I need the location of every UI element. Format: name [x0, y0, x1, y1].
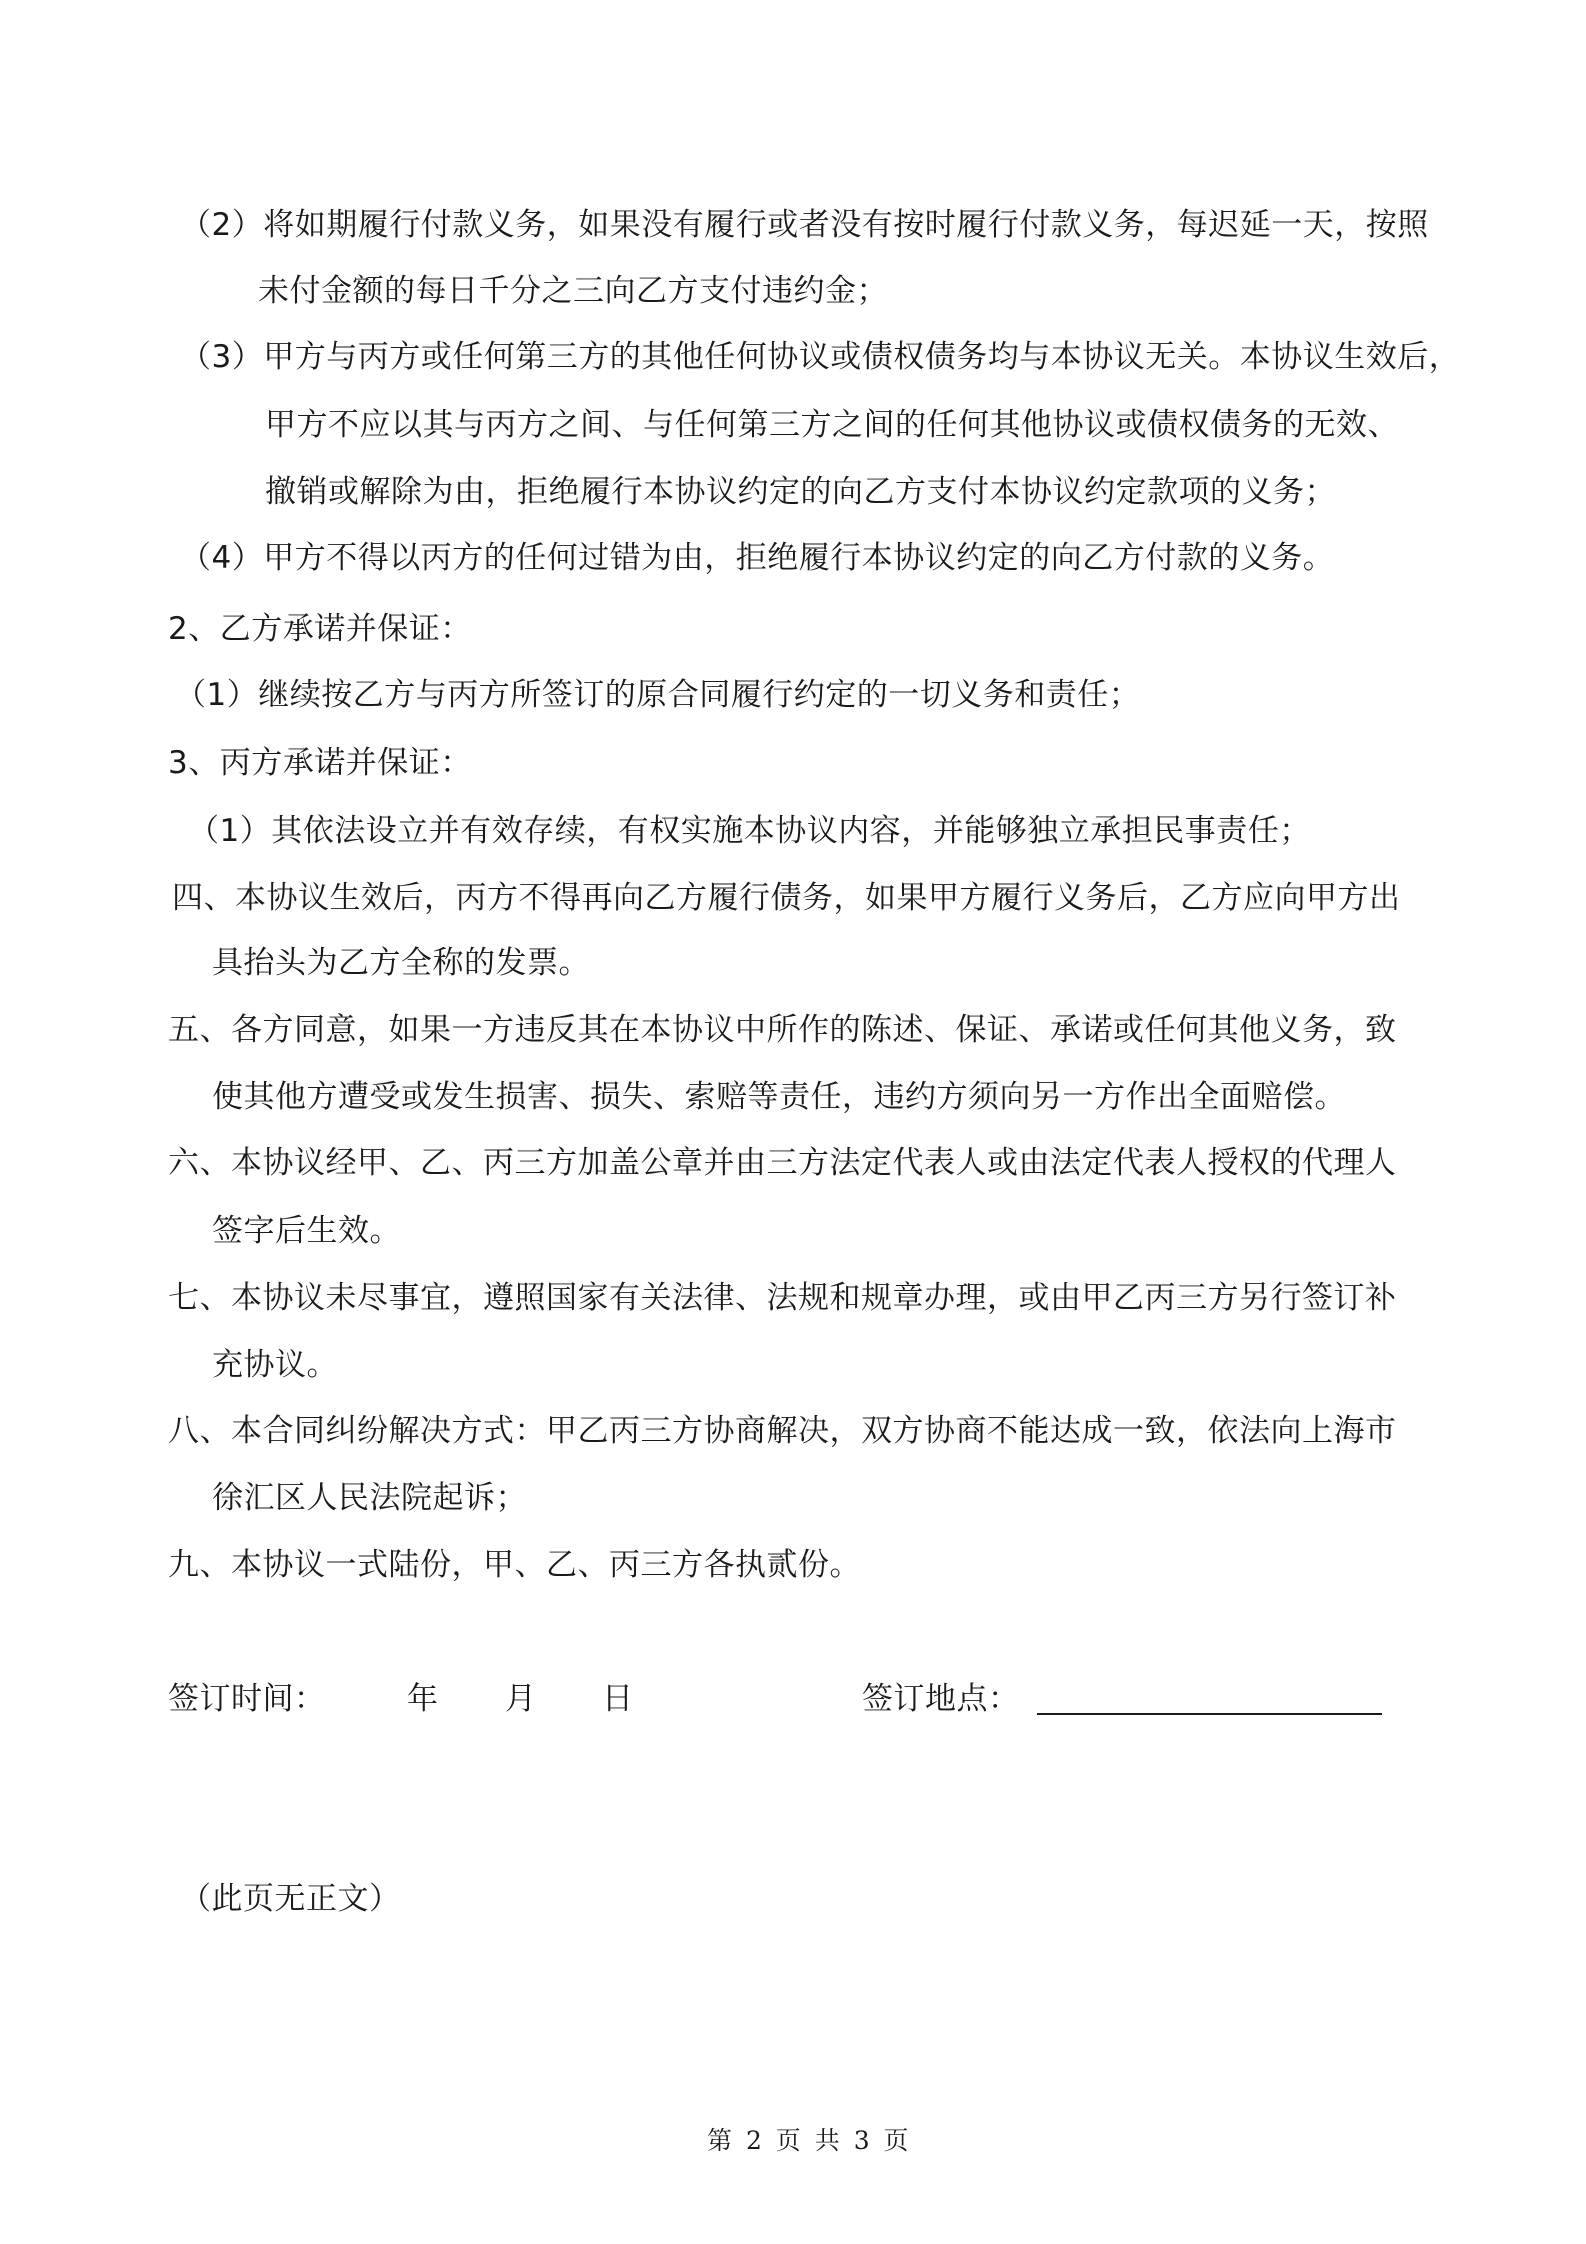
article-7-line-2: 充协议。	[212, 1347, 338, 1383]
signing-time-label: 签订时间：	[168, 1681, 326, 1717]
clause-2-1: （1）继续按乙方与丙方所签订的原合同履行约定的一切义务和责任；	[175, 677, 1141, 713]
clause-3-1: （1）其依法设立并有效存续，有权实施本协议内容，并能够独立承担民事责任；	[188, 813, 1311, 849]
clause-1-2-line-2: 未付金额的每日千分之三向乙方支付违约金；	[258, 273, 888, 309]
signing-day-label: 日	[602, 1681, 634, 1717]
signing-place-blank	[1037, 1713, 1382, 1715]
clause-1-3-line-3: 撤销或解除为由，拒绝履行本协议约定的向乙方支付本协议约定款项的义务；	[265, 474, 1336, 510]
article-8-line-2: 徐汇区人民法院起诉；	[212, 1480, 527, 1516]
clause-1-3-line-2: 甲方不应以其与丙方之间、与任何第三方之间的任何其他协议或债权债务的无效、	[265, 407, 1399, 443]
signing-year-label: 年	[407, 1681, 439, 1717]
signing-month-label: 月	[505, 1681, 537, 1717]
clause-3-heading: 3、丙方承诺并保证：	[168, 745, 472, 781]
article-9: 九、本协议一式陆份，甲、乙、丙三方各执贰份。	[168, 1547, 861, 1583]
article-6-line-2: 签字后生效。	[212, 1213, 401, 1249]
clause-1-3-line-1: （3）甲方与丙方或任何第三方的其他任何协议或债权债务均与本协议无关。本协议生效后，	[180, 339, 1461, 375]
page-number: 第 2 页 共 3 页	[707, 2126, 909, 2155]
clause-1-4: （4）甲方不得以丙方的任何过错为由，拒绝履行本协议约定的向乙方付款的义务。	[180, 540, 1335, 576]
clause-2-heading: 2、乙方承诺并保证：	[168, 611, 472, 647]
article-8-line-1: 八、本合同纠纷解决方式：甲乙丙三方协商解决，双方协商不能达成一致，依法向上海市	[168, 1413, 1397, 1449]
article-4-line-1: 四、本协议生效后，丙方不得再向乙方履行债务，如果甲方履行义务后，乙方应向甲方出	[172, 880, 1401, 916]
article-7-line-1: 七、本协议未尽事宜，遵照国家有关法律、法规和规章办理，或由甲乙丙三方另行签订补	[168, 1280, 1397, 1316]
no-text-note: （此页无正文）	[180, 1881, 401, 1917]
clause-1-2-line-1: （2）将如期履行付款义务，如果没有履行或者没有按时履行付款义务，每迟延一天，按照	[180, 207, 1429, 243]
article-4-line-2: 具抬头为乙方全称的发票。	[212, 945, 590, 981]
article-6-line-1: 六、本协议经甲、乙、丙三方加盖公章并由三方法定代表人或由法定代表人授权的代理人	[168, 1145, 1397, 1181]
article-5-line-2: 使其他方遭受或发生损害、损失、索赔等责任，违约方须向另一方作出全面赔偿。	[212, 1079, 1346, 1115]
signing-place-label: 签订地点：	[862, 1681, 1020, 1717]
article-5-line-1: 五、各方同意，如果一方违反其在本协议中所作的陈述、保证、承诺或任何其他义务，致	[168, 1012, 1397, 1048]
